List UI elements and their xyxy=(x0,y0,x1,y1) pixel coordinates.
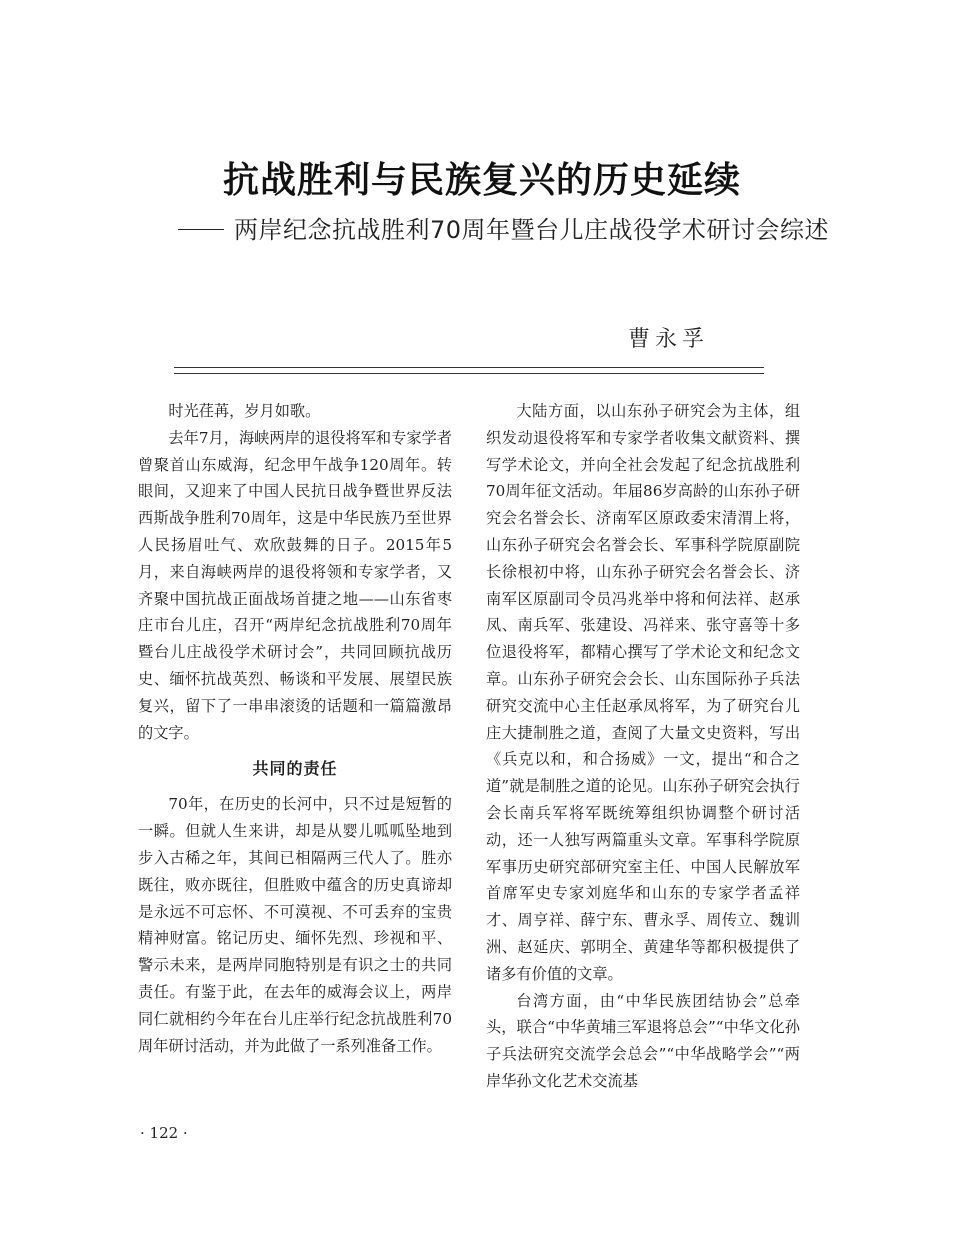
right-column xyxy=(486,398,800,1095)
right-paragraph-2: 台湾方面，由“中华民族团结协会”总牵头，联合“中华黄埔三军退将总会”“中华文化孙子兵法研究交流学会总会”“中华战略学会”“两岸华孙文化艺术交流基 xyxy=(486,991,800,1090)
article-subtitle xyxy=(178,210,829,245)
article-title: 抗战胜利与民族复兴的历史延续 xyxy=(222,159,741,201)
right-paragraph-1: 大陆方面，以山东孙子研究会为主体，组织发动退役将军和专家学者收集文献资料、撰写学术论文，并向全社会发起了纪念抗战胜利70周年征文活动。年届86岁高龄的山东孙子研究会名誉会长、济南军区原政委宋清渭上将，山东孙子研究会名誉会长、军事科学院原副院长徐根初中将，山东孙子研究会名誉会长、济南军区原副司令员冯兆举中将和何法祥、赵承凤、南兵军、张建设、冯祥来、张守喜等十多位退役将军，都精心撰写了学术论文和纪念文章。山东孙子研究会会长、山东国际孙子兵法研究交流中心主任赵承凤将军，为了研究台儿庄大捷制胜之道，查阅了大量文史资料，写出《兵克以和，和合扬威》一文，提出“和合之道”就是制胜之道的论见。山东孙子研究会执行会长南兵军将军既统筹组织协调整个研讨活动，还一人独写两篇重头文章。军事科学院原军事历史研究部研究室主任、中国人民解放军首席军史专家刘庭华和山东的专家学者孟祥才、周亨祥、薛宁东、曹永孚、周传立、魏训洲、赵延庆、郭明全、黄建华等都积极提供了诸多有价值的文章。 xyxy=(486,402,800,983)
article-subtitle-text: 两岸纪念抗战胜利70周年暨台儿庄战役学术研讨会综述 xyxy=(234,216,830,244)
left-paragraph-2: 去年7月，海峡两岸的退役将军和专家学者曾聚首山东威海，纪念甲午战争120周年。转眼间，又迎来了中国人民抗日战争暨世界反法西斯战争胜利70周年，这是中华民族乃至世界人民扬眉吐气、欢欣鼓舞的日子。2015年5月，来自海峡两岸的退役将领和专家学者，又齐聚中国抗战正面战场首捷之地——山东省枣庄市台儿庄，召开“两岸纪念抗战胜利70周年暨台儿庄战役学术研讨会”，共同回顾抗战历史、缅怀抗战英烈、畅谈和平发展、展望民族复兴，留下了一串串滚烫的话题和一篇篇激昂的文字。 xyxy=(138,428,452,742)
header-rule-bottom xyxy=(174,373,764,374)
section-heading: 共同的责任 xyxy=(252,759,338,779)
page-number: · 122 · xyxy=(140,1124,188,1142)
article-author: 曹永孚 xyxy=(628,327,710,352)
left-column xyxy=(138,398,452,1059)
left-paragraph-3: 70年，在历史的长河中，只不过是短暂的一瞬。但就人生来讲，却是从婴儿呱呱坠地到步入古稀之年，其间已相隔两三代人了。胜亦既往，败亦既往，但胜败中蕴含的历史真谛却是永远不可忘怀、不可漠视、不可丢弃的宝贵精神财富。铭记历史、缅怀先烈、珍视和平、警示未来，是两岸同胞特别是有识之士的共同责任。有鉴于此，在去年的威海会议上，两岸同仁就相约今年在台儿庄举行纪念抗战胜利70周年研讨活动，并为此做了一系列准备工作。 xyxy=(138,795,452,1055)
subtitle-dash xyxy=(178,229,224,230)
left-paragraph-1: 时光荏苒，岁月如歌。 xyxy=(168,402,321,420)
header-rule-top xyxy=(174,367,764,368)
